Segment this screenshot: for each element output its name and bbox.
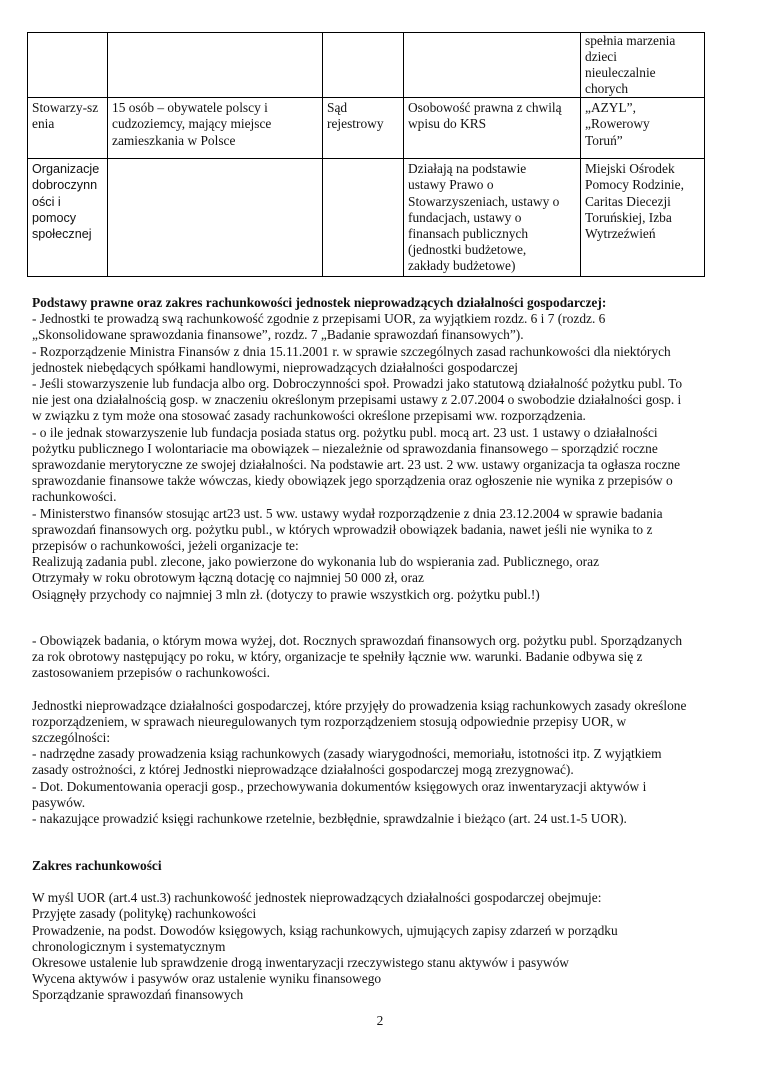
paragraph: - Ministerstwo finansów stosując art23 ust. 5 ww. ustawy wydał rozporządzenie z dnia 23.12.2004 w sprawie badania sprawozdań finansowych org. pożytku publ., w których wprowadził obowiązek badania, nawet jeśli nie wynika to z przepisów o rachunkowości, jeżeli organizacje te: [32,505,663,554]
table-cell [323,159,404,277]
paragraph: - o ile jednak stowarzyszenie lub fundacja posiada status org. pożytku publ. mocą art. 23 ust. 1 ustawy o działalności pożytku publicznego I wolontariacie ma obowiązek – niezależnie od sprawozdania finansowego – sporządzić roczne sprawozdanie merytoryczne ze swojej działalności. Na podstawie art. 23 ust. 2 ww. ustawy organizacja ta ogłasza roczne sprawozdanie finansowe także wówczas, kiedy obowiązek jego sporządzenia oraz ogłoszenie nie wynika z przepisów o rachunkowości. [32,424,681,505]
table-cell [323,33,404,98]
paragraph: - Rozporządzenie Ministra Finansów z dnia 15.11.2001 r. w sprawie szczególnych zasad rachunkowości dla niektórych jednostek niebędących spółkami handlowymi, nieprowadzących działalności gospodarczej [32,343,671,375]
legal-basis-section [32,295,732,603]
section-heading: Zakres rachunkowości [32,858,162,873]
table-cell: 15 osób – obywatele polscy i cudzoziemcy, mający miejsce zamieszkania w Polsce [108,98,323,159]
page-number: 2 [376,1013,384,1028]
table-cell [108,159,323,277]
table-row [28,98,705,159]
table-cell: Organizacje dobroczynn ości i pomocy społecznej [28,159,108,277]
accounting-scope-section [32,858,732,1004]
table-cell [108,33,323,98]
table-cell: Działają na podstawie ustawy Prawo o Stowarzyszeniach, ustawy o fundacjach, ustawy o finansach publicznych (jednostki budżetowe, zakłady budżetowe) [404,159,581,277]
audit-section [32,633,732,827]
paragraph: - Jeśli stowarzyszenie lub fundacja albo org. Dobroczynności społ. Prowadzi jako statutową działalność pożytku publ. To nie jest ona działalnością gosp. w znaczeniu określonym przepisami ustawy z 2.07.2004 o swobodzie działalności gosp. i w związku z tym może ona stosować zasady rachunkowości określone przepisami ww. rozporządzenia. [32,376,683,424]
table-row [28,159,705,277]
table-cell [404,33,581,98]
table-cell: Miejski Ośrodek Pomocy Rodzinie, Caritas Diecezji Toruńskiej, Izba Wytrzeźwień [581,159,705,277]
paragraph: Realizują zadania publ. zlecone, jako powierzone do wykonania lub do wspierania zad. Publicznego, oraz Otrzymały w roku obrotowym łączną dotację co najmniej 50 000 zł, oraz Osiągnęły przychody co najmniej 3 mln zł. (dotyczy to prawie wszystkich org. pożytku publ.!) [32,554,600,602]
paragraph: - Jednostki te prowadzą swą rachunkowość zgodnie z przepisami UOR, za wyjątkiem rozdz. 6 i 7 (rozdz. 6 „Skonsolidowane sprawozdania finansowe”, rozdz. 7 „Badanie sprawozdań finansowych”). [32,311,606,343]
paragraph: - Obowiązek badania, o którym mowa wyżej, dot. Rocznych sprawozdań finansowych org. pożytku publ. Sporządzanych za rok obrotowy następujący po roku, w który, organizacje te spełniły łącznie ww. warunki. Badanie odbywa się z zastosowaniem przepisów o rachunkowości. [32,633,683,681]
table-row [28,33,705,98]
table-cell [28,33,108,98]
table-cell: spełnia marzenia dzieci nieuleczalnie chorych [581,33,705,98]
section-heading: Podstawy prawne oraz zakres rachunkowości jednostek nieprowadzących działalności gospodarczej: [32,295,607,310]
table-cell: Stowarzy-sz enia [28,98,108,159]
table-cell: Osobowość prawna z chwilą wpisu do KRS [404,98,581,159]
paragraph: W myśl UOR (art.4 ust.3) rachunkowość jednostek nieprowadzących działalności gospodarczej obejmuje: Przyjęte zasady (politykę) rachunkowości Prowadzenie, na podst. Dowodów księgowych, ksiąg rachunkowych, ujmujących zapisy zdarzeń w porządku chronologicznym i systematycznym Okresowe ustalenie lub sprawdzenie drogą inwentaryzacji rzeczywistego stanu aktywów i pasywów Wycena aktywów i pasywów oraz ustalenie wyniku finansowego Sporządzanie sprawozdań finansowych [32,890,618,1003]
table-cell: „AZYL”, „Rowerowy Toruń” [581,98,705,159]
table-cell: Sąd rejestrowy [323,98,404,159]
organizations-table [27,32,705,277]
paragraph: Jednostki nieprowadzące działalności gospodarczej, które przyjęły do prowadzenia ksiąg rachunkowych zasady określone rozporządzeniem, w sprawach nieuregulowanych tym rozporządzeniem stosują odpowiednie przepisy UOR, w szczególności: - nadrzędne zasady prowadzenia ksiąg rachunkowych (zasady wiarygodności, memoriału, istotności itp. Z wyjątkiem zasady ostrożności, z której Jednostki nieprowadzące działalności gospodarczej mogą zrezygnować). - Dot. Dokumentowania operacji gosp., przechowywania dokumentów księgowych oraz inwentaryzacji aktywów i pasywów. - nakazujące prowadzić księgi rachunkowe rzetelnie, bezbłędnie, sprawdzalnie i bieżąco (art. 24 ust.1-5 UOR). [32,697,687,827]
